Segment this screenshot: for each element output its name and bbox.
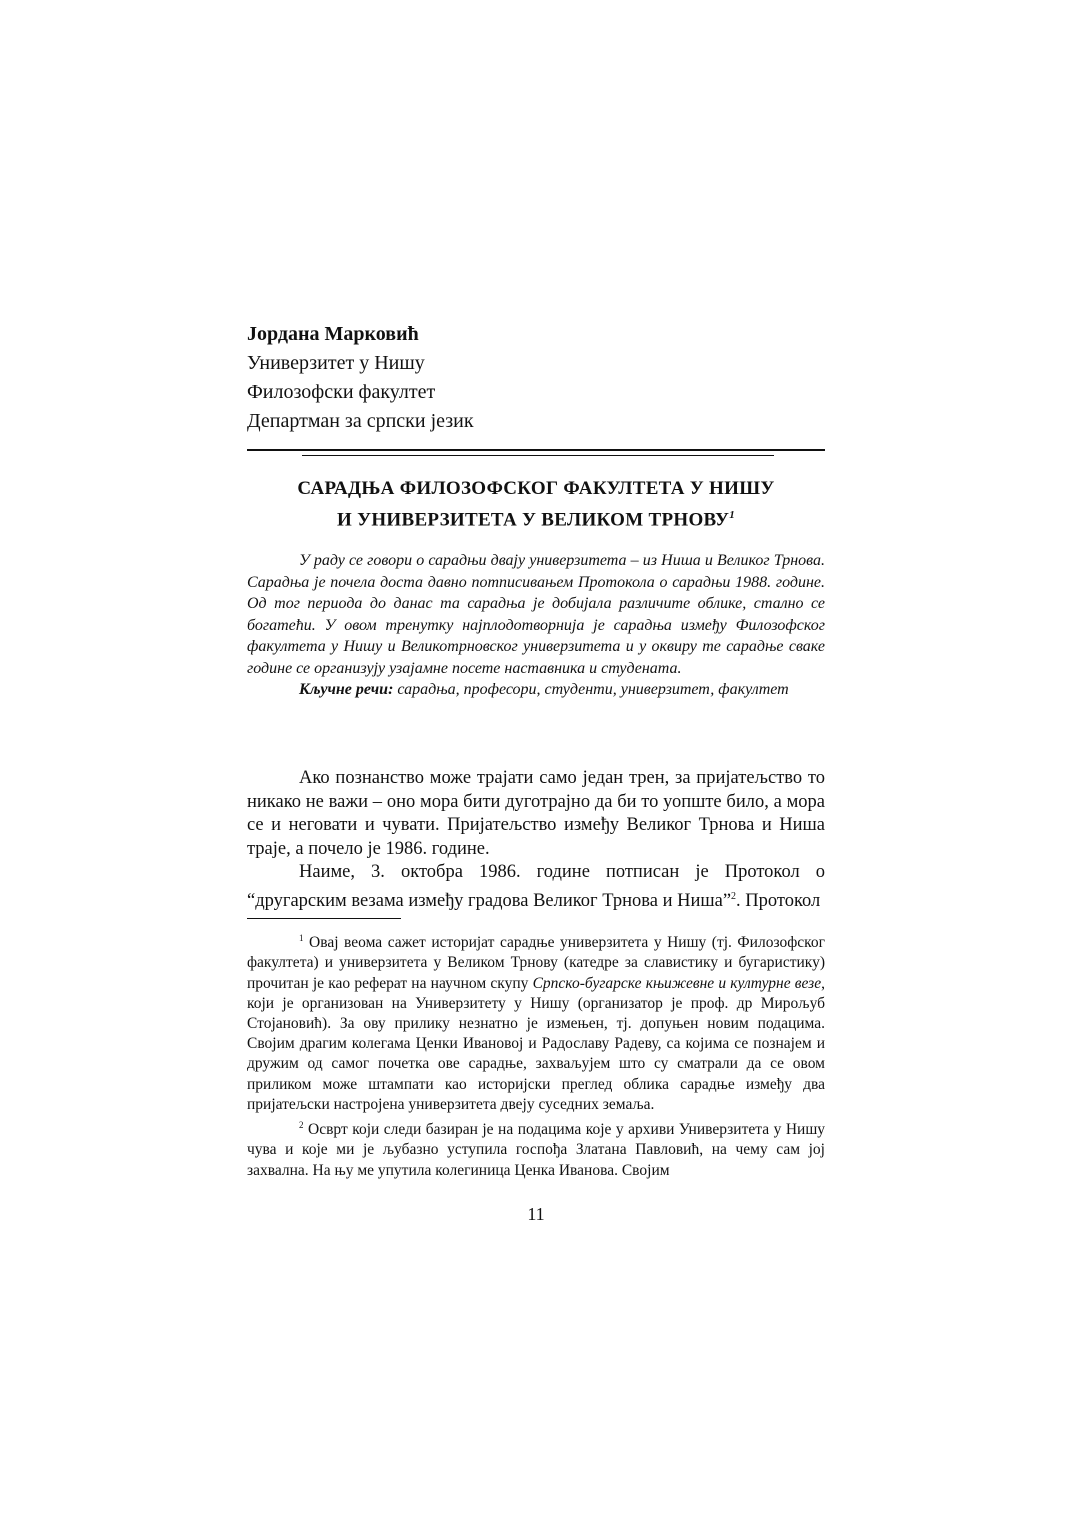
- body-text: [247, 767, 825, 913]
- body-paragraph-2-end: . Протокол: [736, 890, 821, 911]
- keywords-label: Кључне речи:: [299, 681, 394, 698]
- author-department: Департман за српски језик: [247, 410, 474, 432]
- footnote-1-text-a: Овај веома сажет историјат сарадње универзитета у Нишу (тј. Филозофског факултета) и универзитета у Великом Трнову (катедре за славистику и бугаристику) прочитан је као реферат на научном скупу: [247, 934, 826, 992]
- title-line-2: [247, 502, 825, 533]
- page-number: 11: [527, 1204, 545, 1224]
- abstract-text: У раду се говори о сарадњи двају универзитета – из Ниша и Великог Трнова. Сарадња је почела доста давно потписивањем Протокола о сарадњи 1988. године. Од тог периода до данас та сарадња је добијала различите облике, стално се богатећи. У овом тренутку најплодотворнија је сарадња између Филозофског факултета у Нишу и Великотрновског универзитета и у оквиру те сарадње сваке године се организују узајамне посете наставника и студената.: [247, 552, 825, 677]
- keywords: [247, 679, 825, 701]
- footnote-ref-2: 2: [731, 890, 737, 902]
- title-rule-thick: [247, 449, 825, 451]
- author-university: Универзитет у Нишу: [247, 352, 425, 374]
- footnote-2-text: Осврт који следи базиран је на подацима које у архиви Универзитета у Нишу чува и које ми је љубазно уступила госпођа Златана Павловић, на чему сам јој захвална. На њу ме упутила колегиница Ценка Иванова. Својим: [247, 1121, 825, 1179]
- author-faculty: Филозофски факултет: [247, 381, 436, 403]
- keywords-list: сарадња, професори, студенти, универзитет, факултет: [397, 681, 789, 698]
- footnote-1: [247, 928, 825, 1115]
- title-line-2-text: И УНИВЕРЗИТЕТА У ВЕЛИКОМ ТРНОВУ: [336, 509, 730, 531]
- footnotes: [247, 928, 825, 1181]
- title-line-1: САРАДЊА ФИЛОЗОФСКОГ ФАКУЛТЕТА У НИШУ: [297, 478, 775, 499]
- abstract: [247, 550, 825, 701]
- author-block: [247, 320, 827, 436]
- title-rule-thin: [302, 455, 774, 456]
- body-paragraph-1: Ако познанство може трајати само један трен, за пријатељство то никако не важи – оно мора бити дуготрајно да би то уопште било, а мора се и неговати и чувати. Пријатељство између Великог Трнова и Ниша траје, а почело је 1986. године.: [247, 768, 825, 859]
- footnote-1-number: 1: [299, 933, 304, 943]
- footnote-1-text-b: , који је организован на Универзитету у Нишу (организатор је проф. др Мирољуб Стојановић). За ову прилику незнатно је измењен, тј. допуњен новим подацима. Својим драгим колегама Ценки Ивановој и Радославу Радеву, са којима се познајем и дружим од самог почетка ове сарадње, захваљујем што су сматрали да се овом приликом може штампати као историјски преглед облика сарадње између два пријатељски настројена универзитета двеју суседних земаља.: [247, 974, 825, 1113]
- footnote-2-number: 2: [299, 1119, 304, 1130]
- article-title: [247, 476, 825, 533]
- body-paragraph-2: [247, 861, 825, 913]
- title-footnote-ref: 1: [729, 509, 736, 521]
- author-name: Јордана Марковић: [247, 323, 419, 345]
- body-paragraph-2-text: Наиме, 3. октобра 1986. године потписан је Протокол о “другарским везама између градова Великог Трнова и Ниша”: [247, 862, 825, 911]
- footnote-2: [247, 1115, 825, 1181]
- footnote-separator: [247, 918, 401, 919]
- footnote-1-conference-title: Српско-бугарске књижевне и културне везе: [532, 974, 822, 992]
